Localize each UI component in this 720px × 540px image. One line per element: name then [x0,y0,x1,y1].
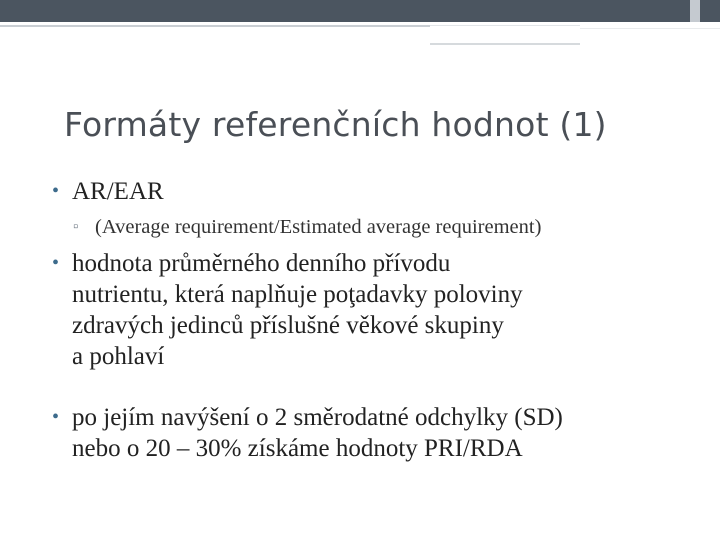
bullet-text [72,402,563,464]
bullet-icon: • [52,252,60,274]
bullet-text-line: hodnota průměrného denního přívodu [72,250,451,277]
top-thin-line [0,25,430,27]
bullet-item-sd [52,402,692,464]
top-bar-light-segment [690,0,700,22]
sub-bullet-icon: ▫ [73,219,79,235]
bullet-text-line: a pohlaví [72,343,165,370]
bullet-text-line: nutrientu, která naplňuje poţadavky poloviny [72,281,523,308]
sub-bullet-item [73,214,692,240]
slide-content [52,176,692,464]
slide-title: Formáty referenčních hodnot (1) [64,105,607,144]
sub-bullet-text: (Average requirement/Estimated average requirement) [95,216,542,238]
top-thin-line-tail [580,28,720,29]
bullet-text-line: po jejím navýšení o 2 směrodatné odchylky (SD) [72,404,563,431]
top-thin-line-right [430,25,580,26]
top-bar-end-segment [700,0,720,22]
bullet-item-ar-ear [52,176,692,207]
bullet-icon: • [52,406,60,428]
bullet-text-line: zdravých jedinců příslušné věkové skupiny [72,312,504,339]
bullet-text-line: nebo o 20 – 30% získáme hodnoty PRI/RDA [72,435,523,462]
bullet-text: AR/EAR [72,178,164,205]
bullet-text [72,248,523,372]
bullet-icon: • [52,180,60,202]
top-dark-bar [0,0,690,22]
bullet-item-definition [52,248,692,372]
top-thin-line-right-lower [430,43,580,45]
